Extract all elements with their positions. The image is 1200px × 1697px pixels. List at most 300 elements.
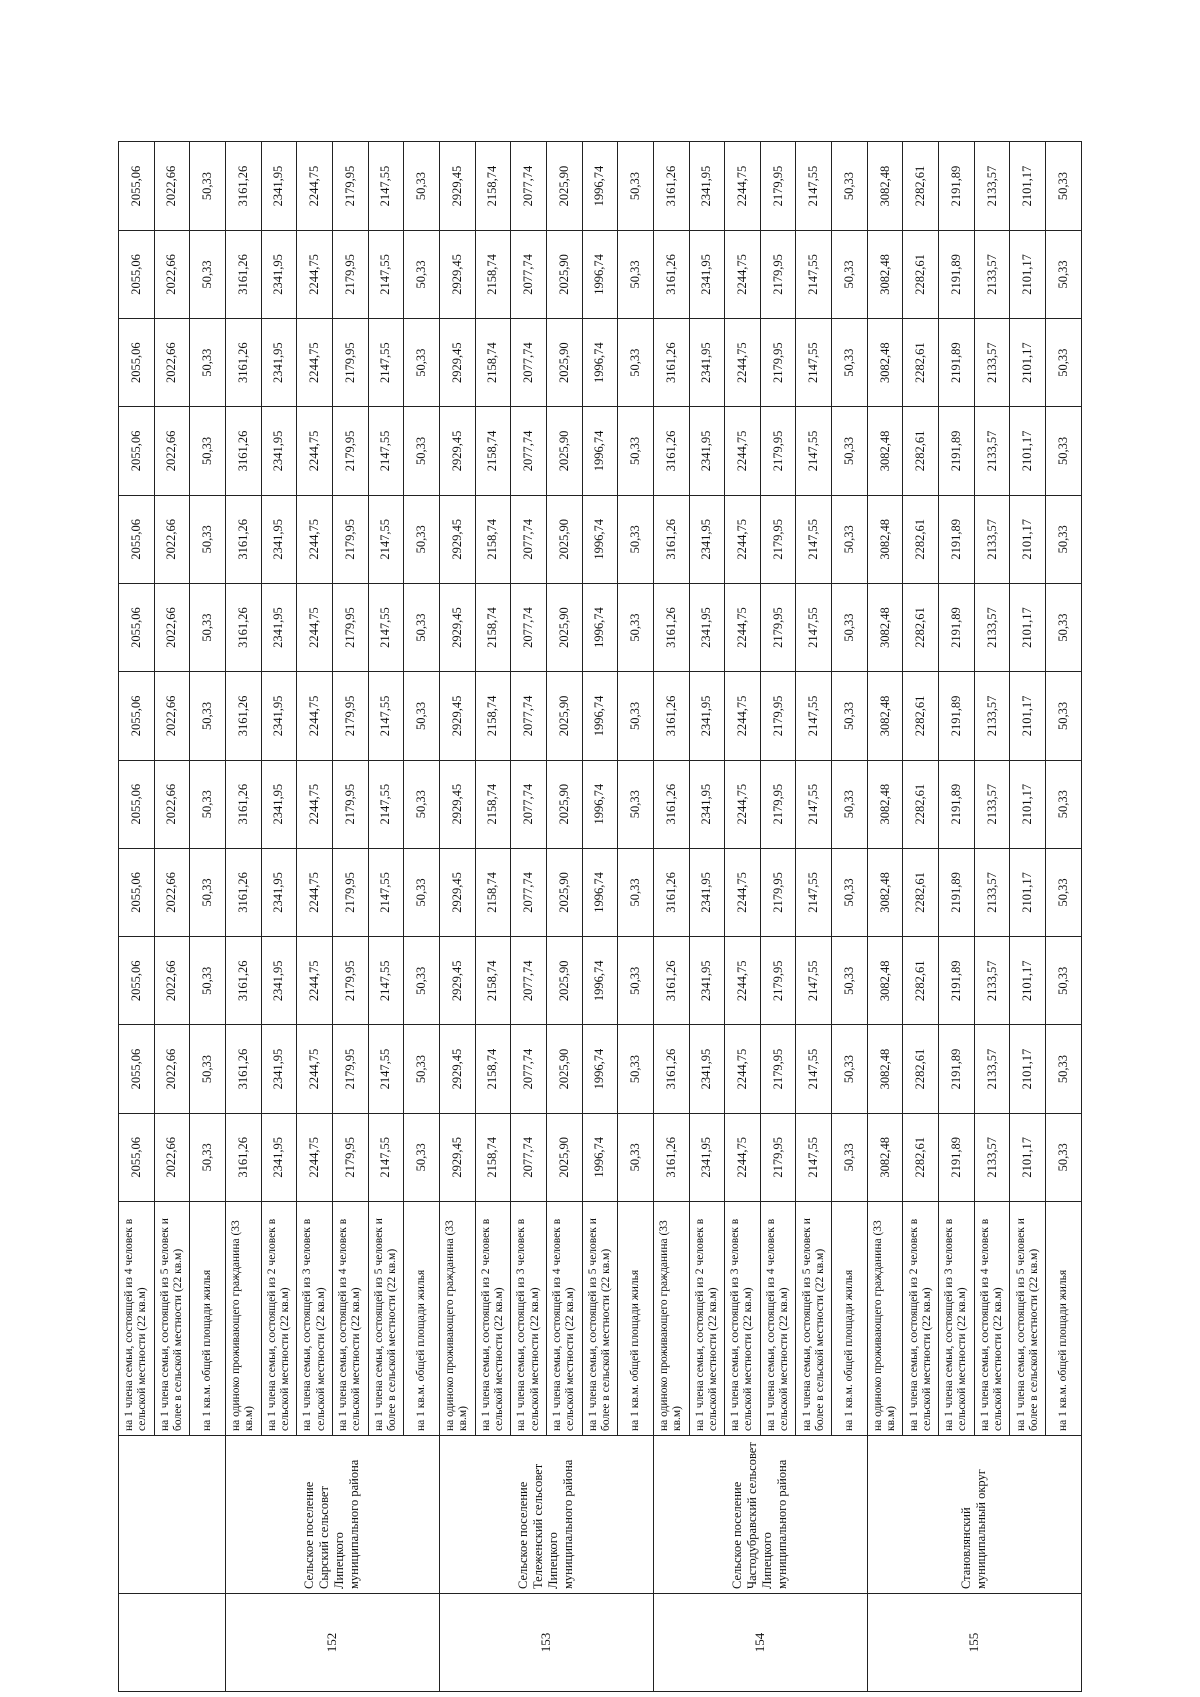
norm-description: на 1 кв.м. общей площади жилья — [404, 1202, 440, 1436]
cost-value-cell: 2341,95 — [689, 848, 725, 936]
cost-value-cell: 2244,75 — [725, 760, 761, 848]
cost-value-cell: 2341,95 — [689, 1113, 725, 1201]
cost-value-cell: 3082,48 — [867, 495, 903, 583]
cost-value-cell: 50,33 — [618, 848, 654, 936]
cost-value-cell: 3161,26 — [225, 848, 261, 936]
cost-value-cell: 2133,57 — [974, 1025, 1010, 1113]
cost-value-cell: 2179,95 — [760, 319, 796, 407]
cost-value-cell: 2025,90 — [546, 407, 582, 495]
cost-value-cell: 2147,55 — [368, 319, 404, 407]
cost-value-cell: 50,33 — [1046, 407, 1082, 495]
norm-description: на 1 кв.м. общей площади жилья — [1046, 1202, 1082, 1436]
cost-value-cell: 2191,89 — [939, 407, 975, 495]
cost-value-cell: 2179,95 — [760, 848, 796, 936]
municipality-name: Становлянский муниципальный округ — [867, 1436, 1081, 1594]
cost-value-cell: 2282,61 — [903, 142, 939, 230]
cost-value-cell: 2133,57 — [974, 672, 1010, 760]
cost-value-cell: 2022,66 — [154, 672, 190, 760]
cost-value-cell: 2025,90 — [546, 672, 582, 760]
cost-value-cell: 2341,95 — [689, 672, 725, 760]
cost-value-cell: 3161,26 — [225, 495, 261, 583]
cost-value-cell: 3161,26 — [225, 407, 261, 495]
cost-value-cell: 2158,74 — [475, 937, 511, 1025]
cost-value-cell: 2147,55 — [368, 937, 404, 1025]
row-number: 153 — [439, 1594, 653, 1692]
cost-value-cell: 50,33 — [190, 848, 226, 936]
cost-value-cell: 2191,89 — [939, 937, 975, 1025]
cost-value-cell: 50,33 — [1046, 937, 1082, 1025]
cost-value-cell: 2147,55 — [796, 495, 832, 583]
norm-description: на 1 кв.м. общей площади жилья — [618, 1202, 654, 1436]
cost-value-cell: 50,33 — [618, 495, 654, 583]
cost-value-cell: 50,33 — [190, 672, 226, 760]
cost-value-cell: 50,33 — [618, 760, 654, 848]
cost-value-cell: 3082,48 — [867, 760, 903, 848]
norm-description: на 1 члена семьи, состоящей из 5 человек и более в сельской местности (22 кв.м) — [154, 1202, 190, 1436]
cost-value-cell: 50,33 — [618, 230, 654, 318]
norm-description: на 1 члена семьи, состоящей из 2 человек в сельской местности (22 кв.м) — [903, 1202, 939, 1436]
municipality-name: Сельское поселение Тележенский сельсовет Липецкого муниципального района — [439, 1436, 653, 1594]
cost-value-cell: 50,33 — [618, 1025, 654, 1113]
cost-value-cell: 2133,57 — [974, 937, 1010, 1025]
cost-value-cell: 2341,95 — [689, 142, 725, 230]
cost-value-cell: 2244,75 — [297, 760, 333, 848]
cost-value-cell: 2244,75 — [297, 230, 333, 318]
cost-value-cell: 2158,74 — [475, 407, 511, 495]
cost-value-cell: 2055,06 — [119, 230, 155, 318]
cost-value-cell: 2191,89 — [939, 848, 975, 936]
cost-value-cell: 50,33 — [190, 760, 226, 848]
cost-value-cell: 2191,89 — [939, 760, 975, 848]
cost-value-cell: 2179,95 — [332, 407, 368, 495]
cost-value-cell: 2025,90 — [546, 1025, 582, 1113]
cost-value-cell: 2929,45 — [439, 230, 475, 318]
cost-value-cell: 2133,57 — [974, 495, 1010, 583]
cost-value-cell: 2244,75 — [725, 319, 761, 407]
cost-value-cell: 2179,95 — [760, 407, 796, 495]
cost-value-cell: 50,33 — [190, 407, 226, 495]
cost-value-cell: 2341,95 — [689, 495, 725, 583]
cost-value-cell: 3082,48 — [867, 142, 903, 230]
cost-value-cell: 3161,26 — [225, 583, 261, 671]
cost-value-cell: 2282,61 — [903, 760, 939, 848]
cost-value-cell: 50,33 — [1046, 848, 1082, 936]
cost-value-cell: 2101,17 — [1010, 672, 1046, 760]
cost-value-cell: 2077,74 — [511, 848, 547, 936]
cost-value-cell: 50,33 — [404, 495, 440, 583]
cost-value-cell: 50,33 — [832, 1113, 868, 1201]
cost-value-cell: 2341,95 — [689, 760, 725, 848]
cost-value-cell: 2341,95 — [261, 1113, 297, 1201]
cost-value-cell: 3161,26 — [653, 937, 689, 1025]
cost-value-cell: 3161,26 — [653, 142, 689, 230]
cost-value-cell: 2282,61 — [903, 937, 939, 1025]
cost-value-cell: 2022,66 — [154, 760, 190, 848]
cost-value-cell: 50,33 — [1046, 1025, 1082, 1113]
cost-value-cell: 2025,90 — [546, 142, 582, 230]
municipality-name: Сельское поселение Частодубравский сельсовет Липецкого муниципального района — [653, 1436, 867, 1594]
cost-value-cell: 3161,26 — [225, 319, 261, 407]
cost-value-cell: 2179,95 — [332, 495, 368, 583]
cost-value-cell: 1996,74 — [582, 937, 618, 1025]
cost-value-cell: 2191,89 — [939, 1025, 975, 1113]
cost-value-cell: 2929,45 — [439, 495, 475, 583]
cost-value-cell: 2022,66 — [154, 1025, 190, 1113]
cost-value-cell: 2147,55 — [368, 583, 404, 671]
cost-value-cell: 2929,45 — [439, 583, 475, 671]
cost-value-cell: 2244,75 — [297, 1025, 333, 1113]
cost-value-cell: 3161,26 — [653, 319, 689, 407]
cost-value-cell: 2147,55 — [796, 583, 832, 671]
cost-value-cell: 2341,95 — [261, 142, 297, 230]
table-row — [119, 142, 155, 1692]
cost-value-cell: 50,33 — [618, 319, 654, 407]
cost-value-cell: 3082,48 — [867, 1113, 903, 1201]
cost-value-cell: 50,33 — [404, 142, 440, 230]
rotated-document-page — [118, 142, 1081, 1692]
cost-value-cell: 3082,48 — [867, 319, 903, 407]
cost-value-cell: 3161,26 — [225, 672, 261, 760]
cost-value-cell: 2341,95 — [261, 937, 297, 1025]
cost-value-cell: 50,33 — [832, 407, 868, 495]
cost-value-cell: 3161,26 — [653, 583, 689, 671]
cost-value-cell: 50,33 — [404, 407, 440, 495]
cost-value-cell: 2244,75 — [297, 672, 333, 760]
cost-value-cell: 2929,45 — [439, 1025, 475, 1113]
norm-description: на одиноко проживающего гражданина (33 кв.м) — [439, 1202, 475, 1436]
cost-value-cell: 2025,90 — [546, 1113, 582, 1201]
cost-value-cell: 2341,95 — [261, 848, 297, 936]
cost-value-cell: 2179,95 — [332, 848, 368, 936]
cost-value-cell: 1996,74 — [582, 760, 618, 848]
cost-value-cell: 2929,45 — [439, 672, 475, 760]
cost-value-cell: 2244,75 — [725, 583, 761, 671]
cost-value-cell: 2244,75 — [725, 672, 761, 760]
cost-value-cell: 2101,17 — [1010, 407, 1046, 495]
cost-value-cell: 2022,66 — [154, 142, 190, 230]
norm-description: на 1 члена семьи, состоящей из 2 человек в сельской местности (22 кв.м) — [261, 1202, 297, 1436]
cost-value-cell: 2147,55 — [796, 937, 832, 1025]
cost-value-cell: 2341,95 — [689, 319, 725, 407]
norm-description: на 1 члена семьи, состоящей из 4 человек в сельской местности (22 кв.м) — [760, 1202, 796, 1436]
cost-value-cell: 2244,75 — [297, 583, 333, 671]
cost-value-cell: 2244,75 — [297, 848, 333, 936]
cost-value-cell: 2191,89 — [939, 672, 975, 760]
cost-value-cell: 1996,74 — [582, 230, 618, 318]
norm-description: на одиноко проживающего гражданина (33 кв.м) — [225, 1202, 261, 1436]
cost-value-cell: 2055,06 — [119, 848, 155, 936]
cost-value-cell: 2025,90 — [546, 848, 582, 936]
cost-value-cell: 2929,45 — [439, 760, 475, 848]
cost-value-cell: 2101,17 — [1010, 319, 1046, 407]
cost-value-cell: 50,33 — [832, 319, 868, 407]
cost-value-cell: 2147,55 — [796, 672, 832, 760]
cost-value-cell: 2077,74 — [511, 672, 547, 760]
cost-value-cell: 2179,95 — [332, 937, 368, 1025]
cost-value-cell: 2158,74 — [475, 583, 511, 671]
cost-value-cell: 2929,45 — [439, 142, 475, 230]
cost-value-cell: 3082,48 — [867, 937, 903, 1025]
cost-value-cell: 2077,74 — [511, 1025, 547, 1113]
cost-value-cell: 2179,95 — [332, 760, 368, 848]
cost-value-cell: 50,33 — [832, 760, 868, 848]
cost-value-cell: 2191,89 — [939, 142, 975, 230]
row-number: 152 — [225, 1594, 439, 1692]
norm-description: на 1 члена семьи, состоящей из 5 человек и более в сельской местности (22 кв.м) — [796, 1202, 832, 1436]
norm-description: на 1 члена семьи, состоящей из 3 человек в сельской местности (22 кв.м) — [725, 1202, 761, 1436]
cost-value-cell: 2133,57 — [974, 583, 1010, 671]
row-number: 154 — [653, 1594, 867, 1692]
cost-value-cell: 2022,66 — [154, 848, 190, 936]
cost-value-cell: 2179,95 — [760, 1113, 796, 1201]
cost-value-cell: 2055,06 — [119, 672, 155, 760]
cost-value-cell: 50,33 — [618, 672, 654, 760]
norm-description: на 1 члена семьи, состоящей из 3 человек в сельской местности (22 кв.м) — [297, 1202, 333, 1436]
cost-value-cell: 2147,55 — [368, 848, 404, 936]
cost-value-cell: 2158,74 — [475, 1113, 511, 1201]
norm-description: на 1 члена семьи, состоящей из 2 человек в сельской местности (22 кв.м) — [475, 1202, 511, 1436]
cost-value-cell: 2147,55 — [796, 230, 832, 318]
housing-cost-table — [118, 141, 1082, 1692]
cost-value-cell: 2179,95 — [760, 583, 796, 671]
cost-value-cell: 2244,75 — [725, 407, 761, 495]
norm-description: на 1 члена семьи, состоящей из 3 человек в сельской местности (22 кв.м) — [939, 1202, 975, 1436]
cost-value-cell: 3161,26 — [225, 760, 261, 848]
cost-value-cell: 2022,66 — [154, 407, 190, 495]
cost-value-cell: 2179,95 — [760, 230, 796, 318]
cost-value-cell: 2147,55 — [796, 142, 832, 230]
cost-value-cell: 2133,57 — [974, 319, 1010, 407]
cost-value-cell: 2929,45 — [439, 937, 475, 1025]
cost-value-cell: 2282,61 — [903, 495, 939, 583]
cost-value-cell: 2179,95 — [760, 937, 796, 1025]
cost-value-cell: 2147,55 — [368, 407, 404, 495]
cost-value-cell: 2133,57 — [974, 142, 1010, 230]
norm-description: на 1 кв.м. общей площади жилья — [190, 1202, 226, 1436]
cost-value-cell: 3161,26 — [653, 230, 689, 318]
cost-value-cell: 2179,95 — [332, 319, 368, 407]
norm-description: на 1 члена семьи, состоящей из 2 человек в сельской местности (22 кв.м) — [689, 1202, 725, 1436]
cost-value-cell: 50,33 — [190, 1025, 226, 1113]
cost-value-cell: 2055,06 — [119, 319, 155, 407]
cost-value-cell: 50,33 — [190, 1113, 226, 1201]
cost-value-cell: 1996,74 — [582, 495, 618, 583]
cost-value-cell: 50,33 — [832, 230, 868, 318]
cost-value-cell: 2147,55 — [368, 142, 404, 230]
cost-value-cell: 2179,95 — [332, 672, 368, 760]
cost-value-cell: 2133,57 — [974, 1113, 1010, 1201]
cost-value-cell: 50,33 — [190, 230, 226, 318]
cost-value-cell: 2077,74 — [511, 230, 547, 318]
cost-value-cell: 3161,26 — [653, 848, 689, 936]
cost-value-cell: 2341,95 — [261, 230, 297, 318]
cost-value-cell: 2282,61 — [903, 1025, 939, 1113]
cost-value-cell: 2341,95 — [689, 937, 725, 1025]
cost-value-cell: 2179,95 — [332, 1113, 368, 1201]
cost-value-cell: 2179,95 — [332, 583, 368, 671]
cost-value-cell: 1996,74 — [582, 407, 618, 495]
cost-value-cell: 50,33 — [190, 142, 226, 230]
cost-value-cell: 2244,75 — [725, 937, 761, 1025]
cost-value-cell: 2101,17 — [1010, 1113, 1046, 1201]
cost-value-cell: 2022,66 — [154, 230, 190, 318]
cost-value-cell: 50,33 — [1046, 672, 1082, 760]
norm-description: на 1 кв.м. общей площади жилья — [832, 1202, 868, 1436]
cost-value-cell: 2077,74 — [511, 142, 547, 230]
cost-value-cell: 2179,95 — [760, 1025, 796, 1113]
cost-value-cell: 2179,95 — [332, 230, 368, 318]
cost-value-cell: 2025,90 — [546, 760, 582, 848]
cost-value-cell: 2147,55 — [368, 495, 404, 583]
norm-description: на 1 члена семьи, состоящей из 4 человек в сельской местности (22 кв.м) — [332, 1202, 368, 1436]
cost-value-cell: 2158,74 — [475, 495, 511, 583]
cost-value-cell: 1996,74 — [582, 1113, 618, 1201]
cost-value-cell: 50,33 — [1046, 583, 1082, 671]
cost-value-cell: 3161,26 — [653, 1113, 689, 1201]
cost-value-cell: 2341,95 — [261, 319, 297, 407]
cost-value-cell: 2158,74 — [475, 672, 511, 760]
cost-value-cell: 2191,89 — [939, 495, 975, 583]
cost-value-cell: 2077,74 — [511, 583, 547, 671]
cost-value-cell: 50,33 — [404, 1113, 440, 1201]
table-body — [119, 142, 1082, 1692]
cost-value-cell: 2077,74 — [511, 760, 547, 848]
norm-description: на одиноко проживающего гражданина (33 кв.м) — [867, 1202, 903, 1436]
cost-value-cell: 2147,55 — [796, 848, 832, 936]
cost-value-cell: 2158,74 — [475, 319, 511, 407]
cost-value-cell: 1996,74 — [582, 142, 618, 230]
cost-value-cell: 3161,26 — [225, 142, 261, 230]
cost-value-cell: 2244,75 — [725, 495, 761, 583]
cost-value-cell: 2244,75 — [725, 1113, 761, 1201]
cost-value-cell: 50,33 — [1046, 1113, 1082, 1201]
cost-value-cell: 2341,95 — [261, 407, 297, 495]
cost-value-cell: 2055,06 — [119, 1025, 155, 1113]
cost-value-cell: 2191,89 — [939, 583, 975, 671]
cost-value-cell: 2025,90 — [546, 583, 582, 671]
cost-value-cell: 2022,66 — [154, 319, 190, 407]
cost-value-cell: 2022,66 — [154, 495, 190, 583]
cost-value-cell: 2191,89 — [939, 319, 975, 407]
cost-value-cell: 2179,95 — [332, 142, 368, 230]
cost-value-cell: 2022,66 — [154, 937, 190, 1025]
cost-value-cell: 2179,95 — [760, 495, 796, 583]
cost-value-cell: 2244,75 — [725, 848, 761, 936]
cost-value-cell: 50,33 — [404, 937, 440, 1025]
cost-value-cell: 50,33 — [618, 937, 654, 1025]
cost-value-cell: 2179,95 — [332, 1025, 368, 1113]
cost-value-cell: 2055,06 — [119, 495, 155, 583]
cost-value-cell: 50,33 — [190, 937, 226, 1025]
cost-value-cell: 2025,90 — [546, 495, 582, 583]
cost-value-cell: 2341,95 — [261, 583, 297, 671]
cost-value-cell: 1996,74 — [582, 319, 618, 407]
norm-description: на одиноко проживающего гражданина (33 кв.м) — [653, 1202, 689, 1436]
cost-value-cell: 50,33 — [832, 672, 868, 760]
cost-value-cell: 2147,55 — [368, 1025, 404, 1113]
cost-value-cell: 2147,55 — [368, 672, 404, 760]
norm-description: на 1 члена семьи, состоящей из 4 человек в сельской местности (22 кв.м) — [974, 1202, 1010, 1436]
cost-value-cell: 2341,95 — [689, 583, 725, 671]
norm-description: на 1 члена семьи, состоящей из 3 человек в сельской местности (22 кв.м) — [511, 1202, 547, 1436]
cost-value-cell: 2055,06 — [119, 937, 155, 1025]
cost-value-cell: 2101,17 — [1010, 230, 1046, 318]
cost-value-cell: 3161,26 — [225, 937, 261, 1025]
cost-value-cell: 2282,61 — [903, 230, 939, 318]
cost-value-cell: 50,33 — [618, 1113, 654, 1201]
cost-value-cell: 50,33 — [404, 583, 440, 671]
cost-value-cell: 2341,95 — [689, 407, 725, 495]
cost-value-cell: 2341,95 — [261, 1025, 297, 1113]
cost-value-cell: 50,33 — [618, 142, 654, 230]
cost-value-cell: 50,33 — [404, 230, 440, 318]
table-row — [439, 142, 475, 1692]
cost-value-cell: 50,33 — [832, 937, 868, 1025]
cost-value-cell: 2341,95 — [689, 1025, 725, 1113]
cost-value-cell: 2055,06 — [119, 1113, 155, 1201]
cost-value-cell: 50,33 — [404, 1025, 440, 1113]
cost-value-cell: 2341,95 — [261, 672, 297, 760]
cost-value-cell: 50,33 — [832, 848, 868, 936]
cost-value-cell: 2282,61 — [903, 319, 939, 407]
cost-value-cell: 2191,89 — [939, 1113, 975, 1201]
cost-value-cell: 2101,17 — [1010, 583, 1046, 671]
cost-value-cell: 2077,74 — [511, 495, 547, 583]
cost-value-cell: 50,33 — [832, 142, 868, 230]
cost-value-cell: 2282,61 — [903, 583, 939, 671]
cost-value-cell: 2282,61 — [903, 407, 939, 495]
cost-value-cell: 2341,95 — [261, 760, 297, 848]
cost-value-cell: 50,33 — [832, 495, 868, 583]
cost-value-cell: 2101,17 — [1010, 142, 1046, 230]
cost-value-cell: 50,33 — [1046, 495, 1082, 583]
cost-value-cell: 50,33 — [618, 583, 654, 671]
municipality-name: Сельское поселение Сырский сельсовет Липецкого муниципального района — [225, 1436, 439, 1594]
cost-value-cell: 2282,61 — [903, 1113, 939, 1201]
cost-value-cell: 2077,74 — [511, 319, 547, 407]
cost-value-cell: 2101,17 — [1010, 848, 1046, 936]
cost-value-cell: 50,33 — [190, 583, 226, 671]
cost-value-cell: 2101,17 — [1010, 760, 1046, 848]
cost-value-cell: 1996,74 — [582, 583, 618, 671]
cost-value-cell: 2244,75 — [297, 142, 333, 230]
cost-value-cell: 2077,74 — [511, 937, 547, 1025]
norm-description: на 1 члена семьи, состоящей из 5 человек и более в сельской местности (22 кв.м) — [582, 1202, 618, 1436]
cost-value-cell: 2158,74 — [475, 1025, 511, 1113]
cost-value-cell: 2133,57 — [974, 848, 1010, 936]
norm-description: на 1 члена семьи, состоящей из 5 человек и более в сельской местности (22 кв.м) — [1010, 1202, 1046, 1436]
cost-value-cell: 3082,48 — [867, 407, 903, 495]
cost-value-cell: 2179,95 — [760, 142, 796, 230]
cost-value-cell: 2158,74 — [475, 230, 511, 318]
cost-value-cell: 3082,48 — [867, 1025, 903, 1113]
cost-value-cell: 1996,74 — [582, 1025, 618, 1113]
table-row — [867, 142, 903, 1692]
cost-value-cell: 2147,55 — [368, 230, 404, 318]
cost-value-cell: 50,33 — [1046, 760, 1082, 848]
cost-value-cell: 50,33 — [404, 848, 440, 936]
cost-value-cell: 50,33 — [404, 672, 440, 760]
cost-value-cell: 2282,61 — [903, 848, 939, 936]
cost-value-cell: 1996,74 — [582, 848, 618, 936]
cost-value-cell: 3161,26 — [225, 230, 261, 318]
cost-value-cell: 2282,61 — [903, 672, 939, 760]
cost-value-cell: 2244,75 — [725, 142, 761, 230]
cost-value-cell: 50,33 — [618, 407, 654, 495]
table-row — [653, 142, 689, 1692]
cost-value-cell: 2147,55 — [796, 1113, 832, 1201]
cost-value-cell: 2147,55 — [796, 1025, 832, 1113]
